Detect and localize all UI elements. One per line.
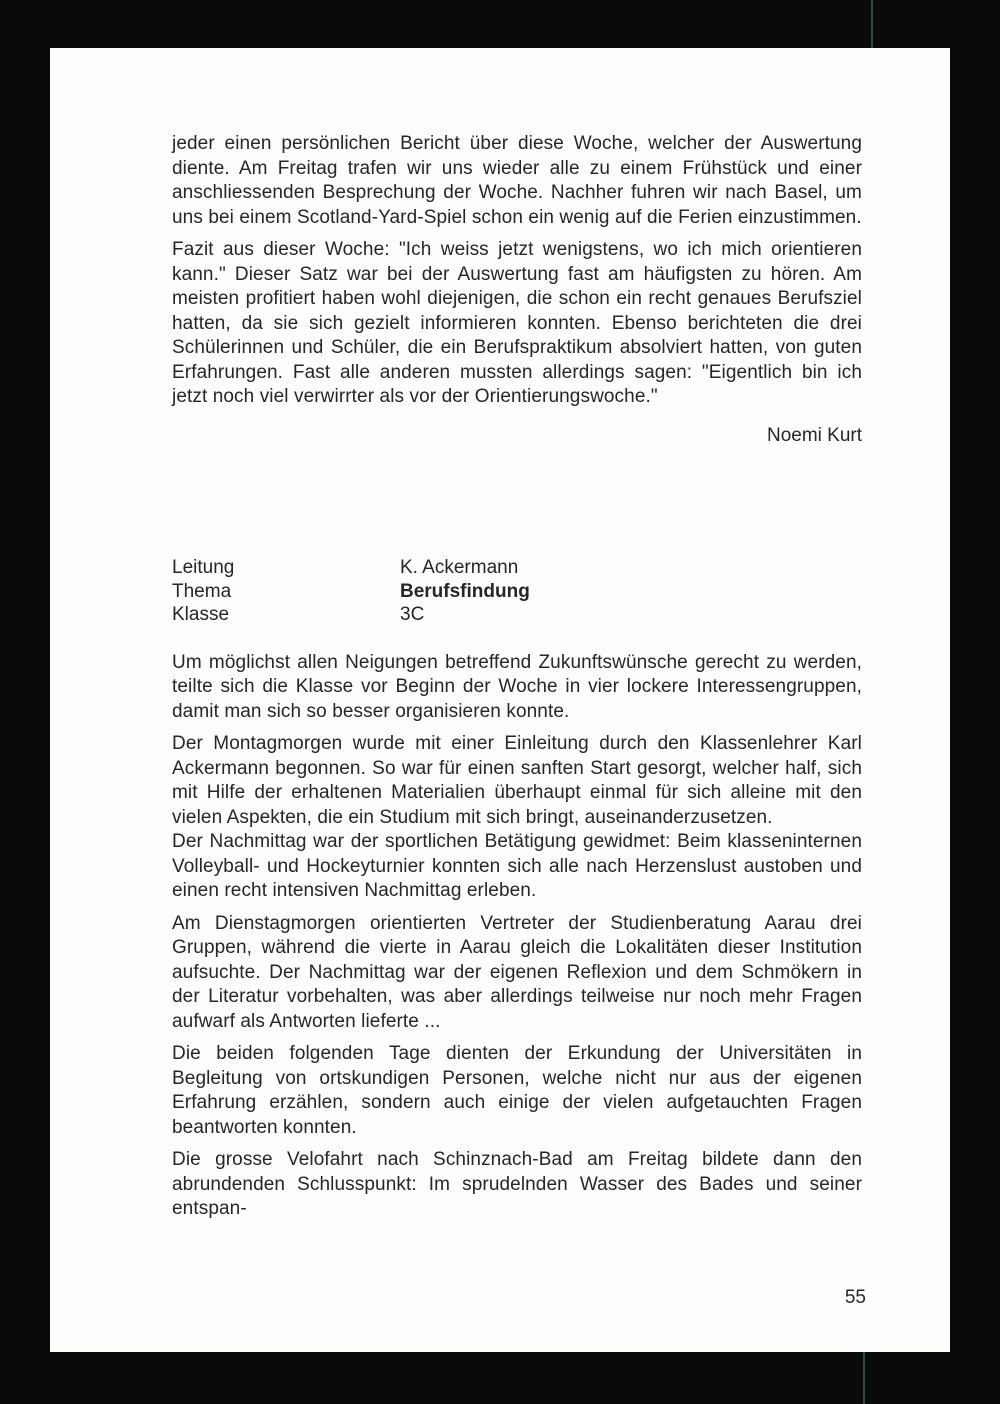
info-value: 3C	[400, 604, 425, 625]
page-number: 55	[844, 1287, 866, 1308]
body-paragraph: Die beiden folgenden Tage dienten der Erkundung der Universitäten in Begleitung von ortskundigen Personen, welche nicht nur aus der eigenen Erfahrung erzählen, sondern auch einige der vielen aufgetauchten Fragen beantworten konnten.	[172, 1043, 862, 1138]
scanned-page	[50, 48, 950, 1352]
body-paragraph: Die grosse Velofahrt nach Schinznach-Bad am Freitag bildete dann den abrundenden Schlusspunkt: Im sprudelnden Wasser des Bades und seiner entspan-	[172, 1149, 862, 1219]
info-label: Leitung	[172, 557, 235, 578]
info-value: K. Ackermann	[400, 557, 519, 578]
body-paragraph: Der Montagmorgen wurde mit einer Einleitung durch den Klassenlehrer Karl Ackermann begonnen. So war für einen sanften Start gesorgt, welcher half, sich mit Hilfe der erhaltenen Materialien überhaupt einmal für sich alleine mit den vielen Aspekten, die ein Studium mit sich bringt, auseinanderzusetzen.	[172, 733, 862, 828]
info-label: Thema	[172, 580, 232, 602]
info-row-leitung	[172, 556, 862, 580]
intro-paragraph: Fazit aus dieser Woche: "Ich weiss jetzt wenigstens, wo ich mich orientieren kann." Dieser Satz war bei der Auswertung fast am häufigsten zu hören. Am meisten profitiert haben wohl diejenigen, die schon ein recht genaues Berufsziel hatten, da sie sich gezielt informieren konnten. Ebenso berichteten die drei Schülerinnen und Schüler, die ein Berufspraktikum absolviert hatten, von guten Erfahrungen. Fast alle anderen mussten allerdings sagen: "Eigentlich bin ich jetzt noch viel verwirrter als vor der Orientierungswoche."	[172, 239, 862, 407]
course-info-table	[172, 556, 862, 627]
scan-artifact-line-top	[871, 0, 873, 49]
info-row-thema	[172, 580, 862, 604]
signature-author: Noemi Kurt	[766, 424, 862, 446]
body-paragraph: Am Dienstagmorgen orientierten Vertreter der Studienberatung Aarau drei Gruppen, während die vierte in Aarau gleich die Lokalitäten dieser Institution aufsuchte. Der Nachmittag war der eigenen Reflexion und dem Schmökern in der Literatur vorbehalten, was aber allerdings teilweise nur noch mehr Fragen aufwarf als Antworten lieferte ...	[172, 912, 862, 1032]
body-paragraph: Der Nachmittag war der sportlichen Betätigung gewidmet: Beim klasseninternen Volleyball- und Hockeyturnier konnten sich alle nach Herzenslust austoben und einen recht intensiven Nachmittag erleben.	[172, 831, 862, 901]
info-row-klasse	[172, 603, 862, 627]
page-text-block	[172, 132, 862, 1222]
intro-paragraph: jeder einen persönlichen Bericht über diese Woche, welcher der Auswertung diente. Am Freitag trafen wir uns wieder alle zu einem Frühstück und einer anschliessenden Besprechung der Woche. Nachher fuhren wir nach Basel, um uns bei einem Scotland-Yard-Spiel schon ein wenig auf die Ferien einzustimmen.	[172, 133, 862, 228]
info-label: Klasse	[172, 604, 230, 625]
scan-artifact-line-bottom	[863, 1351, 865, 1404]
info-value: Berufsfindung	[400, 580, 530, 602]
body-paragraph: Um möglichst allen Neigungen betreffend Zukunftswünsche gerecht zu werden, teilte sich die Klasse vor Beginn der Woche in vier lockere Interessengruppen, damit man sich so besser organisieren konnte.	[172, 651, 862, 722]
